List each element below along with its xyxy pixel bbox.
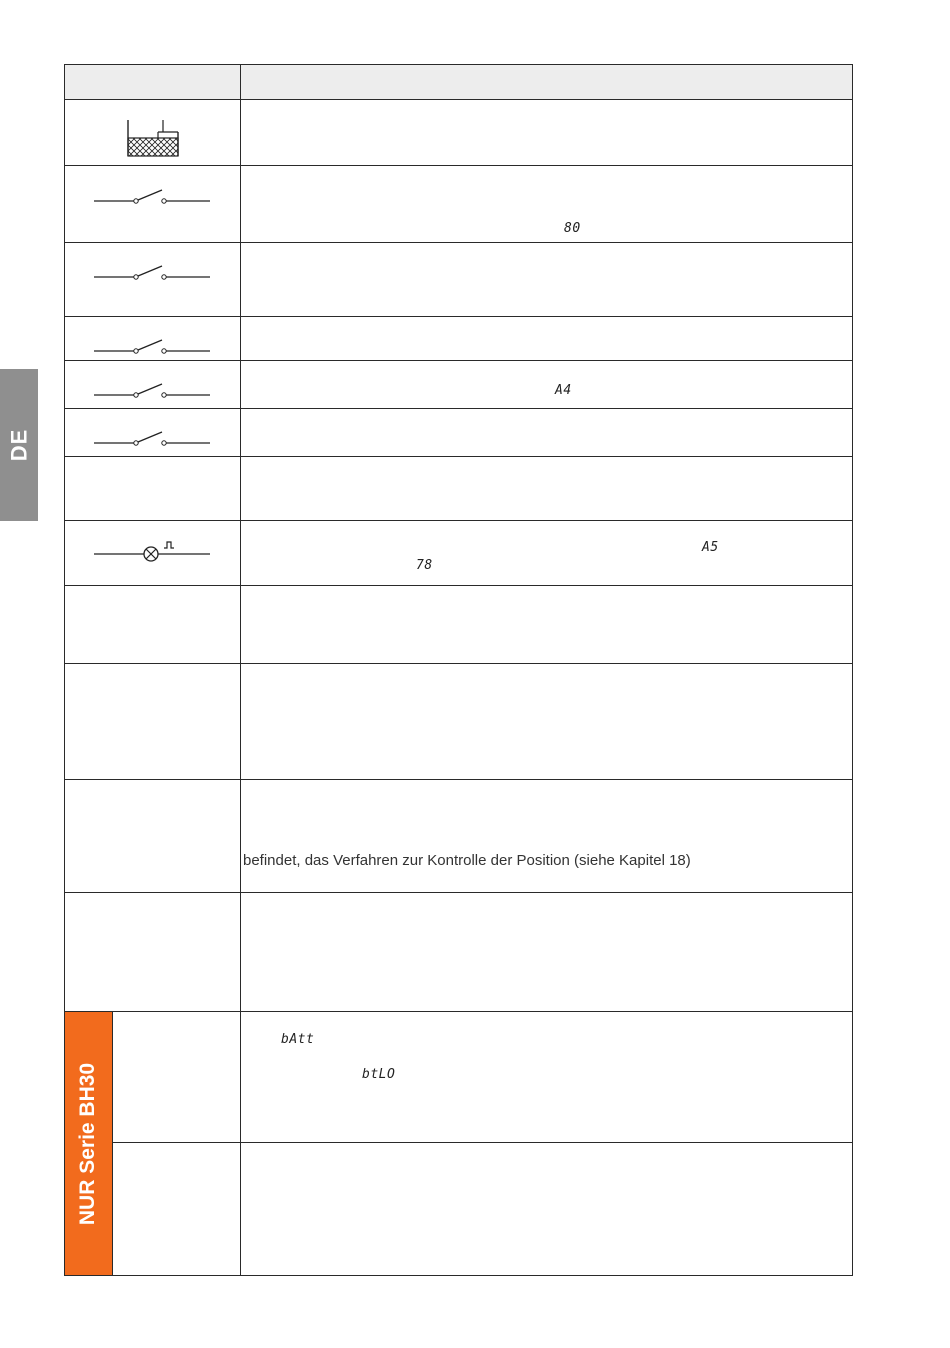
display-code: 80 <box>564 221 581 236</box>
table-header <box>65 65 853 100</box>
series-group-label-text: NUR Serie BH30 <box>76 1062 100 1225</box>
switch-icon <box>94 382 212 402</box>
display-code: A5 <box>702 540 719 555</box>
language-tab <box>0 369 38 521</box>
tank-icon <box>125 118 181 158</box>
switch-icon <box>94 188 212 208</box>
display-code: 78 <box>416 558 433 573</box>
series-group-label <box>65 1012 112 1275</box>
display-code: btLO <box>362 1067 396 1082</box>
row-text: befindet, das Verfahren zur Kontrolle der Position (siehe Kapitel 18) <box>243 852 691 869</box>
lamp-pulse-icon <box>94 538 212 564</box>
switch-icon <box>94 338 212 358</box>
switch-icon <box>94 430 212 450</box>
switch-icon <box>94 264 212 284</box>
display-code: bAtt <box>281 1032 315 1047</box>
language-tab-label: DE <box>6 428 31 462</box>
display-code: A4 <box>555 383 572 398</box>
